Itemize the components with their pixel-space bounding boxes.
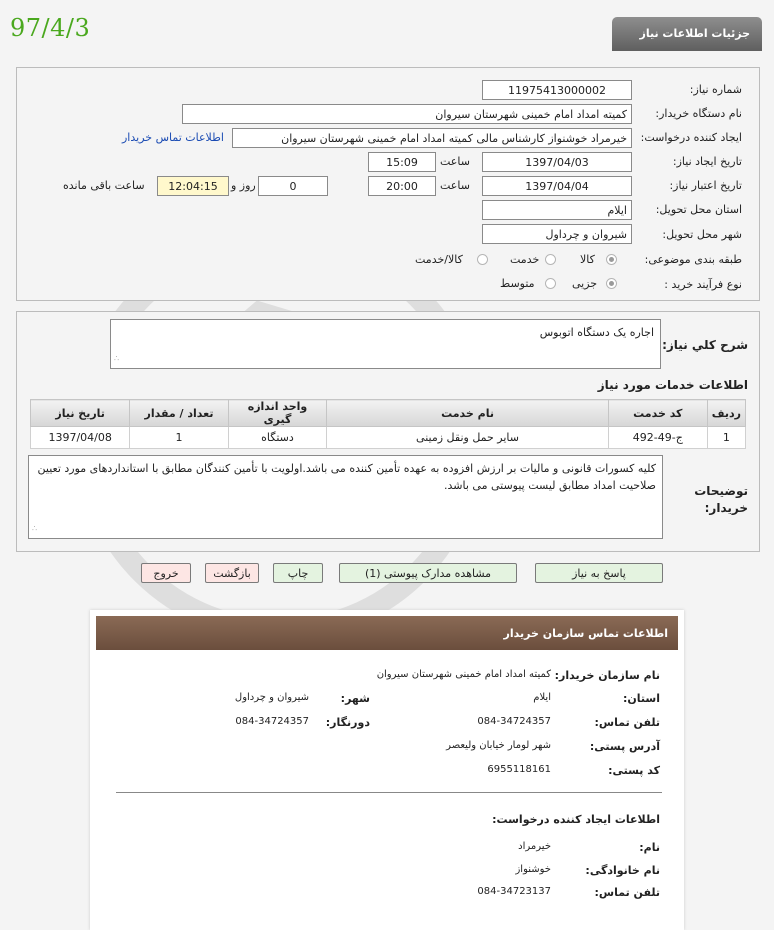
created-time-field: 15:09 bbox=[368, 152, 436, 172]
valid-time-label: ساعت bbox=[440, 179, 470, 192]
province-label: استان محل تحویل: bbox=[655, 203, 742, 216]
creator-phone-label: تلفن تماس: bbox=[594, 886, 660, 899]
cell-unit: دستگاه bbox=[228, 427, 326, 449]
description-textarea[interactable] bbox=[110, 319, 661, 369]
contact-org-value: کمیته امداد امام خمینی شهرستان سیروان bbox=[376, 669, 551, 680]
process-label: نوع فرآیند خرید : bbox=[664, 278, 742, 291]
valid-time-field: 20:00 bbox=[368, 176, 436, 196]
print-button[interactable]: چاپ bbox=[273, 563, 323, 583]
buyer-notes-text: کلیه کسورات قانونی و مالیات بر ارزش افزوده به عهده تأمین کننده می باشد.اولویت با تأمین کنندگان مطابق با استانداردهای مورد تعیین صلاحیت امداد مطابق لیست پیوستی می باشد. bbox=[37, 462, 656, 492]
process-option-minor: جزیی bbox=[572, 277, 598, 290]
remaining-days-field: 0 bbox=[258, 176, 328, 196]
cell-need-date: 1397/04/08 bbox=[31, 427, 130, 449]
requester-field: خیرمراد خوشنواز کارشناس مالی کمیته امداد امام خمینی شهرستان سیروان bbox=[232, 128, 632, 148]
created-date-field: 1397/04/03 bbox=[482, 152, 632, 172]
contact-card-title: اطلاعات تماس سازمان خریدار bbox=[96, 616, 678, 650]
category-radio-goods-service[interactable] bbox=[477, 254, 488, 265]
contact-province-label: استان: bbox=[623, 692, 660, 705]
contact-postal-value: 6955118161 bbox=[487, 764, 551, 775]
resize-grip-icon: ∴ bbox=[114, 354, 120, 363]
category-option-goods: کالا bbox=[580, 253, 595, 266]
col-service-code: کد خدمت bbox=[608, 400, 707, 427]
city-field: شیروان و چرداول bbox=[482, 224, 632, 244]
creator-family-value: خوشنواز bbox=[515, 864, 551, 875]
contact-city-value: شیروان و چرداول bbox=[234, 692, 309, 703]
cell-row: 1 bbox=[707, 427, 745, 449]
process-radio-minor[interactable] bbox=[606, 278, 617, 289]
contact-org-label: نام سازمان خریدار: bbox=[554, 669, 660, 682]
contact-fax-label: دورنگار: bbox=[325, 716, 370, 729]
cell-quantity: 1 bbox=[130, 427, 228, 449]
contact-address-value: شهر لومار خیابان ولیعصر bbox=[446, 740, 551, 751]
cell-service-name: سایر حمل ونقل زمینی bbox=[327, 427, 609, 449]
buyer-notes-label: توضیحات خریدار: bbox=[694, 484, 748, 515]
services-title: اطلاعات خدمات مورد نیاز bbox=[597, 378, 748, 392]
province-field: ایلام bbox=[482, 200, 632, 220]
contact-postal-label: کد پستی: bbox=[608, 764, 660, 777]
services-table bbox=[30, 399, 746, 449]
category-radio-service[interactable] bbox=[545, 254, 556, 265]
created-date-label: تاریخ ایجاد نیاز: bbox=[672, 155, 742, 168]
col-quantity: تعداد / مقدار bbox=[130, 400, 228, 427]
requester-label: ایجاد کننده درخواست: bbox=[640, 131, 742, 144]
category-option-service: خدمت bbox=[510, 253, 540, 266]
process-option-medium: متوسط bbox=[500, 277, 535, 290]
contact-address-label: آدرس پستی: bbox=[589, 740, 660, 753]
attachments-button[interactable]: مشاهده مدارک پیوستی (1) bbox=[339, 563, 517, 583]
valid-date-label: تاریخ اعتبار نیاز: bbox=[669, 179, 742, 192]
table-row bbox=[31, 427, 746, 449]
contact-fax-value: 084-34724357 bbox=[235, 716, 309, 727]
contact-city-label: شهر: bbox=[340, 692, 370, 705]
divider bbox=[116, 792, 662, 793]
creator-name-label: نام: bbox=[639, 841, 660, 854]
created-time-label: ساعت bbox=[440, 155, 470, 168]
creator-family-label: نام خانوادگی: bbox=[585, 864, 660, 877]
description-text: اجاره یک دستگاه اتوبوس bbox=[539, 326, 654, 339]
creator-section-title: اطلاعات ایجاد کننده درخواست: bbox=[492, 813, 660, 826]
buyer-org-label: نام دستگاه خریدار: bbox=[655, 107, 742, 120]
contact-phone-value: 084-34724357 bbox=[477, 716, 551, 727]
process-radio-medium[interactable] bbox=[545, 278, 556, 289]
buyer-contact-card bbox=[90, 610, 684, 930]
col-need-date: تاریخ نیاز bbox=[31, 400, 130, 427]
category-option-goods-service: کالا/خدمت bbox=[415, 253, 463, 266]
valid-date-field: 1397/04/04 bbox=[482, 176, 632, 196]
resize-grip-icon: ∴ bbox=[32, 524, 38, 533]
need-number-label: شماره نیاز: bbox=[689, 83, 742, 96]
col-unit: واحد اندازه گیری bbox=[228, 400, 326, 427]
city-label: شهر محل تحویل: bbox=[662, 228, 742, 241]
remaining-label: ساعت باقی مانده bbox=[63, 179, 145, 192]
stamp-date: 97/4/3 bbox=[10, 14, 91, 42]
days-label: روز و bbox=[231, 179, 256, 192]
col-row: ردیف bbox=[707, 400, 745, 427]
reply-button[interactable]: پاسخ به نیاز bbox=[535, 563, 663, 583]
exit-button[interactable]: خروج bbox=[141, 563, 191, 583]
category-radio-goods[interactable] bbox=[606, 254, 617, 265]
creator-phone-value: 084-34723137 bbox=[477, 886, 551, 897]
buyer-contact-link[interactable]: اطلاعات تماس خریدار bbox=[122, 131, 224, 144]
contact-phone-label: تلفن تماس: bbox=[594, 716, 660, 729]
need-number-field: 11975413000002 bbox=[482, 80, 632, 100]
remaining-time-field: 12:04:15 bbox=[157, 176, 229, 196]
col-service-name: نام خدمت bbox=[327, 400, 609, 427]
buyer-org-field: کمیته امداد امام خمینی شهرستان سیروان bbox=[182, 104, 632, 124]
description-label: شرح کلي نياز: bbox=[662, 338, 748, 352]
category-label: طبقه بندی موضوعی: bbox=[644, 253, 742, 266]
cell-service-code: ج-49-492 bbox=[608, 427, 707, 449]
creator-name-value: خیرمراد bbox=[518, 841, 551, 852]
back-button[interactable]: بازگشت bbox=[205, 563, 259, 583]
contact-province-value: ایلام bbox=[533, 692, 551, 703]
page-title: جزئیات اطلاعات نیاز bbox=[612, 17, 762, 51]
buyer-notes-textarea[interactable] bbox=[28, 455, 663, 539]
